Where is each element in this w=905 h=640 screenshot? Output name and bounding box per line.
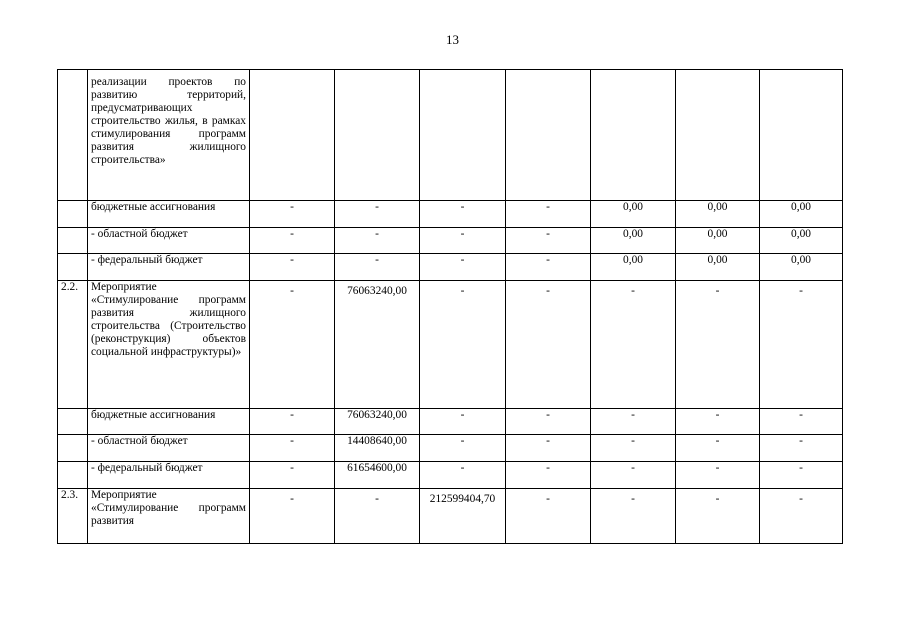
value-cell: - bbox=[506, 489, 591, 544]
value-cell: 0,00 bbox=[591, 228, 676, 254]
value-cell: - bbox=[250, 254, 335, 281]
row-number bbox=[58, 409, 88, 435]
value-cell: - bbox=[506, 281, 591, 409]
value-cell: - bbox=[250, 201, 335, 228]
table-row bbox=[58, 70, 843, 201]
row-description: Мероприятие «Стимулирование программ развития bbox=[88, 489, 250, 544]
page-number: 13 bbox=[446, 32, 459, 47]
value-cell: 76063240,00 bbox=[335, 409, 420, 435]
row-number bbox=[58, 228, 88, 254]
value-cell: - bbox=[591, 489, 676, 544]
value-cell: - bbox=[250, 228, 335, 254]
value-cell: - bbox=[506, 409, 591, 435]
value-cell bbox=[760, 70, 843, 201]
row-description: реализации проектов по развитию территорий, предусматривающих строительство жилья, в рамках стимулирования программ развития жилищного строительства» bbox=[88, 70, 250, 201]
row-number bbox=[58, 70, 88, 201]
table-row bbox=[58, 281, 843, 409]
value-cell: - bbox=[420, 201, 506, 228]
table-row bbox=[58, 489, 843, 544]
value-cell: - bbox=[506, 462, 591, 489]
value-cell: - bbox=[420, 228, 506, 254]
value-cell: - bbox=[506, 228, 591, 254]
table-row bbox=[58, 201, 843, 228]
value-cell: - bbox=[760, 489, 843, 544]
value-cell: - bbox=[250, 462, 335, 489]
value-cell: - bbox=[420, 462, 506, 489]
value-cell: - bbox=[420, 254, 506, 281]
value-cell: - bbox=[760, 409, 843, 435]
table-row bbox=[58, 462, 843, 489]
row-number: 2.2. bbox=[58, 281, 88, 409]
value-cell: - bbox=[760, 462, 843, 489]
value-cell: - bbox=[250, 409, 335, 435]
row-number bbox=[58, 435, 88, 462]
value-cell: - bbox=[676, 409, 760, 435]
value-cell: - bbox=[760, 281, 843, 409]
value-cell: 0,00 bbox=[676, 201, 760, 228]
value-cell: - bbox=[591, 281, 676, 409]
value-cell: 14408640,00 bbox=[335, 435, 420, 462]
value-cell: 0,00 bbox=[760, 228, 843, 254]
table-row bbox=[58, 254, 843, 281]
value-cell bbox=[335, 70, 420, 201]
value-cell: 0,00 bbox=[676, 228, 760, 254]
value-cell: - bbox=[760, 435, 843, 462]
value-cell: 0,00 bbox=[676, 254, 760, 281]
row-description: - федеральный бюджет bbox=[88, 462, 250, 489]
table-row bbox=[58, 409, 843, 435]
value-cell: 0,00 bbox=[591, 254, 676, 281]
value-cell: - bbox=[420, 281, 506, 409]
value-cell: - bbox=[676, 462, 760, 489]
value-cell bbox=[676, 70, 760, 201]
row-number bbox=[58, 462, 88, 489]
table-row bbox=[58, 435, 843, 462]
value-cell: - bbox=[420, 409, 506, 435]
row-number bbox=[58, 254, 88, 281]
value-cell: - bbox=[506, 201, 591, 228]
value-cell: - bbox=[335, 254, 420, 281]
value-cell: 0,00 bbox=[591, 201, 676, 228]
row-number: 2.3. bbox=[58, 489, 88, 544]
value-cell: - bbox=[250, 435, 335, 462]
value-cell: - bbox=[676, 281, 760, 409]
value-cell: - bbox=[506, 254, 591, 281]
row-description: бюджетные ассигнования bbox=[88, 201, 250, 228]
row-number bbox=[58, 201, 88, 228]
budget-table bbox=[57, 69, 843, 544]
value-cell: - bbox=[420, 435, 506, 462]
row-description: Мероприятие «Стимулирование программ развития жилищного строительства (Строительство (реконструкция) объектов социальной инфраструктуры)» bbox=[88, 281, 250, 409]
row-description: бюджетные ассигнования bbox=[88, 409, 250, 435]
row-description: - областной бюджет bbox=[88, 228, 250, 254]
value-cell: - bbox=[335, 228, 420, 254]
value-cell: - bbox=[250, 281, 335, 409]
value-cell: 76063240,00 bbox=[335, 281, 420, 409]
value-cell: - bbox=[676, 435, 760, 462]
value-cell: - bbox=[335, 489, 420, 544]
value-cell bbox=[506, 70, 591, 201]
value-cell: - bbox=[335, 201, 420, 228]
row-description: - областной бюджет bbox=[88, 435, 250, 462]
value-cell bbox=[250, 70, 335, 201]
value-cell: - bbox=[506, 435, 591, 462]
value-cell: 0,00 bbox=[760, 254, 843, 281]
value-cell: - bbox=[591, 462, 676, 489]
value-cell: 0,00 bbox=[760, 201, 843, 228]
table-row bbox=[58, 228, 843, 254]
value-cell: - bbox=[591, 435, 676, 462]
value-cell: - bbox=[250, 489, 335, 544]
value-cell bbox=[591, 70, 676, 201]
value-cell: - bbox=[591, 409, 676, 435]
value-cell: 212599404,70 bbox=[420, 489, 506, 544]
value-cell: - bbox=[676, 489, 760, 544]
value-cell: 61654600,00 bbox=[335, 462, 420, 489]
value-cell bbox=[420, 70, 506, 201]
row-description: - федеральный бюджет bbox=[88, 254, 250, 281]
